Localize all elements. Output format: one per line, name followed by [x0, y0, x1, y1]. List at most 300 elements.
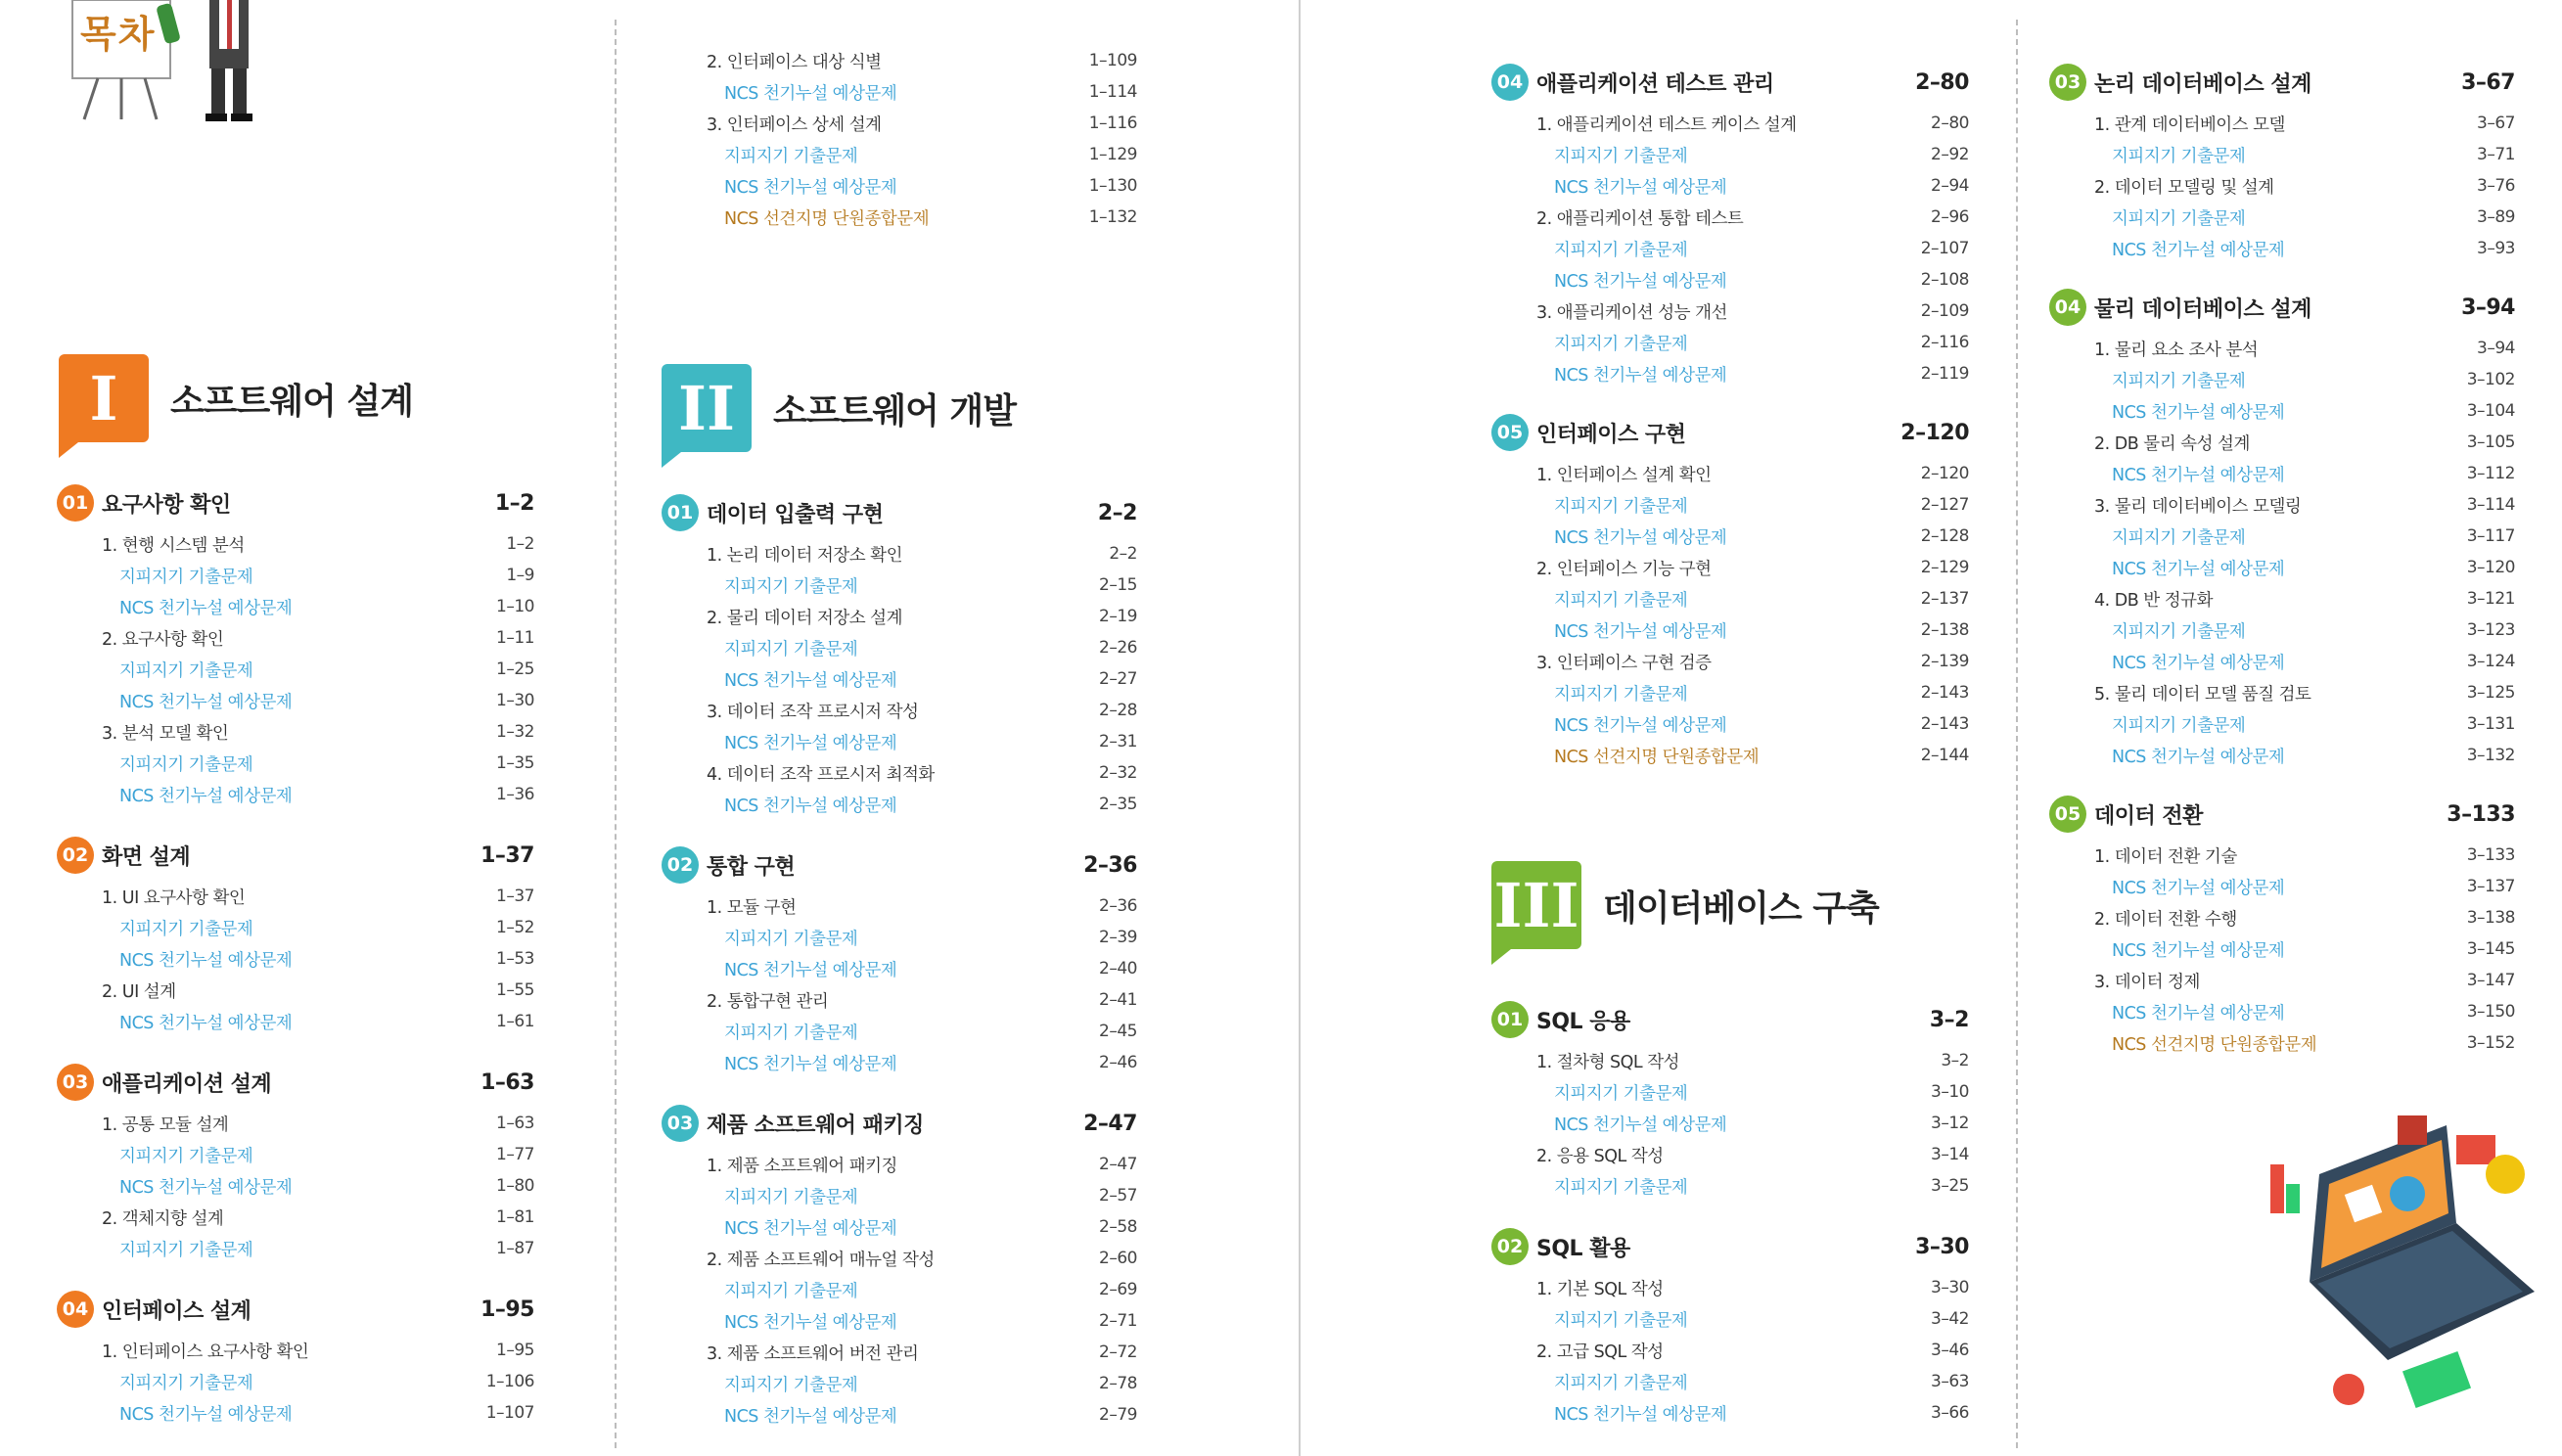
toc-subsection — [662, 726, 1137, 757]
entry-title: 지피지기 기출문제 — [1554, 1177, 1688, 1198]
toc-subsection — [57, 591, 534, 622]
chapter-title: 요구사항 확인 — [102, 492, 231, 518]
toc-block — [662, 487, 1137, 1431]
toc-section — [2049, 489, 2515, 521]
toc-subsection — [1491, 614, 1969, 646]
entry-page: 3–104 — [2466, 401, 2515, 421]
toc-section — [1491, 1045, 1969, 1076]
entry-title: 지피지기 기출문제 — [1554, 1373, 1688, 1393]
chapter-heading — [2049, 282, 2515, 333]
entry-page: 3–145 — [2466, 939, 2515, 959]
entry-title: 1. 제품 소프트웨어 패키징 — [707, 1156, 897, 1176]
toc-subsection — [1491, 1397, 1969, 1429]
entry-page: 1–130 — [1088, 176, 1137, 196]
chapter-heading — [1491, 1221, 1969, 1272]
toc-section — [662, 984, 1137, 1016]
toc-section — [2049, 427, 2515, 458]
toc-chapter — [57, 830, 534, 1037]
chapter-number: 04 — [2049, 289, 2086, 326]
toc-subsection — [1491, 1108, 1969, 1139]
entry-page: 3–125 — [2466, 683, 2515, 703]
toc-subsection — [662, 1305, 1137, 1337]
entry-title: 3. 인터페이스 구현 검증 — [1536, 653, 1712, 673]
toc-subsection — [662, 922, 1137, 953]
toc-section — [662, 538, 1137, 569]
entry-title: 지피지기 기출문제 — [2112, 527, 2246, 548]
entry-title: 지피지기 기출문제 — [2112, 715, 2246, 736]
entry-page: 2–137 — [1920, 589, 1969, 609]
entry-title: 지피지기 기출문제 — [2112, 621, 2246, 642]
chapter-title: 통합 구현 — [707, 854, 796, 880]
entry-title: 3. 분석 모델 확인 — [102, 723, 229, 744]
toc-chapter — [2049, 789, 2515, 1059]
toc-subsection — [2049, 364, 2515, 395]
entry-title: 1. 논리 데이터 저장소 확인 — [707, 545, 902, 566]
entry-page: 3–30 — [1931, 1278, 1969, 1297]
entry-page: 3–14 — [1931, 1145, 1969, 1164]
chapter-number: 01 — [1491, 1001, 1529, 1038]
toc-subsection — [662, 1274, 1137, 1305]
entry-title: NCS 천기누설 예상문제 — [1554, 621, 1727, 642]
chapter-heading — [662, 1098, 1137, 1149]
toc-subsection — [2049, 646, 2515, 677]
chapter-number: 04 — [57, 1291, 94, 1328]
toc-subsection — [2049, 996, 2515, 1027]
toc-subsection — [1491, 1170, 1969, 1202]
toc-subsection — [2049, 202, 2515, 233]
entry-page: 3–105 — [2466, 432, 2515, 452]
toc-section — [57, 528, 534, 560]
entry-title: 2. 요구사항 확인 — [102, 629, 224, 650]
entry-page: 1–55 — [496, 980, 534, 1000]
entry-page: 2–92 — [1931, 145, 1969, 164]
entry-page: 2–47 — [1099, 1155, 1137, 1174]
header-label: 목차 — [80, 13, 157, 56]
entry-page: 1–53 — [496, 949, 534, 969]
toc-section — [662, 757, 1137, 789]
chapter-heading — [57, 830, 534, 881]
entry-page: 2–79 — [1099, 1405, 1137, 1425]
entry-page: 1–36 — [496, 785, 534, 804]
chapter-number: 02 — [1491, 1228, 1529, 1265]
chapter-page: 1–37 — [480, 842, 534, 868]
entry-title: 지피지기 기출문제 — [1554, 684, 1688, 705]
entry-page: 3–137 — [2466, 877, 2515, 896]
toc-section — [2049, 333, 2515, 364]
entry-title: NCS 선견지명 단원종합문제 — [2112, 1034, 2317, 1055]
toc-subsection — [2049, 139, 2515, 170]
entry-title: 1. 애플리케이션 테스트 케이스 설계 — [1536, 114, 1797, 135]
toc-chapter — [662, 487, 1137, 820]
toc-chapter — [1491, 994, 1969, 1202]
toc-subsection — [2049, 740, 2515, 771]
entry-page: 3–152 — [2466, 1033, 2515, 1053]
toc-subsection — [662, 1180, 1137, 1211]
entry-title: 지피지기 기출문제 — [724, 1023, 858, 1043]
entry-page: 2–116 — [1920, 333, 1969, 352]
chapter-heading — [57, 1057, 534, 1108]
chapter-title: 데이터 전환 — [2094, 803, 2203, 829]
toc-subsection — [57, 654, 534, 685]
toc-subsection — [662, 76, 1137, 108]
entry-title: 지피지기 기출문제 — [2112, 371, 2246, 391]
entry-title: NCS 천기누설 예상문제 — [119, 950, 293, 971]
entry-page: 3–12 — [1931, 1114, 1969, 1133]
toc-section — [1491, 1139, 1969, 1170]
toc-subsection — [57, 779, 534, 810]
entry-page: 2–39 — [1099, 928, 1137, 947]
entry-page: 1–25 — [496, 660, 534, 679]
entry-title: 1. 물리 요소 조사 분석 — [2094, 340, 2259, 360]
entry-page: 2–108 — [1920, 270, 1969, 290]
entry-page: 3–117 — [2466, 526, 2515, 546]
toc-subsection — [662, 663, 1137, 695]
column-divider — [2016, 20, 2018, 1448]
toc-subsection — [1491, 583, 1969, 614]
entry-title: 지피지기 기출문제 — [1554, 334, 1688, 354]
entry-page: 3–131 — [2466, 714, 2515, 734]
entry-page: 1–77 — [496, 1145, 534, 1164]
toc-section — [662, 601, 1137, 632]
toc-subsection — [2049, 708, 2515, 740]
entry-page: 2–143 — [1920, 683, 1969, 703]
entry-title: 지피지기 기출문제 — [119, 1146, 253, 1166]
toc-section — [662, 1337, 1137, 1368]
entry-title: 지피지기 기출문제 — [724, 639, 858, 660]
entry-title: 2. 객체지향 설계 — [102, 1208, 224, 1229]
entry-page: 1–129 — [1088, 145, 1137, 164]
toc-block — [1491, 994, 1969, 1429]
entry-title: 1. 절차형 SQL 작성 — [1536, 1052, 1680, 1072]
entry-page: 2–58 — [1099, 1217, 1137, 1237]
toc-chapter — [662, 840, 1137, 1078]
toc-subsection — [2049, 552, 2515, 583]
toc-subsection — [57, 685, 534, 716]
entry-page: 2–45 — [1099, 1022, 1137, 1041]
entry-page: 1–37 — [496, 887, 534, 906]
toc-subsection — [662, 1016, 1137, 1047]
entry-page: 3–114 — [2466, 495, 2515, 515]
entry-title: NCS 천기누설 예상문제 — [2112, 240, 2285, 260]
entry-page: 2–46 — [1099, 1053, 1137, 1072]
entry-page: 2–120 — [1920, 464, 1969, 483]
entry-page: 2–96 — [1931, 207, 1969, 227]
entry-title: NCS 천기누설 예상문제 — [2112, 465, 2285, 485]
entry-page: 3–42 — [1931, 1309, 1969, 1329]
chapter-page: 3–67 — [2461, 69, 2515, 95]
chapter-title: 인터페이스 설계 — [102, 1298, 252, 1324]
entry-page: 2–109 — [1920, 301, 1969, 321]
toc-subsection — [662, 139, 1137, 170]
chapter-heading — [2049, 57, 2515, 108]
entry-title: 지피지기 기출문제 — [119, 567, 253, 587]
entry-page: 2–72 — [1099, 1342, 1137, 1362]
entry-page: 3–89 — [2477, 207, 2515, 227]
toc-chapter — [57, 1284, 534, 1429]
toc-chapter — [2049, 282, 2515, 771]
chapter-title: 인터페이스 구현 — [1536, 422, 1686, 447]
entry-title: NCS 천기누설 예상문제 — [1554, 177, 1727, 198]
entry-title: NCS 천기누설 예상문제 — [724, 1054, 897, 1074]
entry-title: 2. 물리 데이터 저장소 설계 — [707, 608, 902, 628]
entry-title: NCS 천기누설 예상문제 — [119, 1013, 293, 1033]
entry-page: 3–10 — [1931, 1082, 1969, 1102]
entry-title: NCS 천기누설 예상문제 — [119, 786, 293, 806]
entry-page: 3–121 — [2466, 589, 2515, 609]
entry-page: 1–2 — [506, 534, 534, 554]
entry-page: 1–109 — [1088, 51, 1137, 70]
toc-subsection — [2049, 614, 2515, 646]
toc-subsection — [662, 202, 1137, 233]
chapter-number: 01 — [662, 494, 699, 531]
entry-title: 2. 통합구현 관리 — [707, 991, 829, 1012]
entry-title: NCS 천기누설 예상문제 — [119, 1177, 293, 1198]
entry-title: 지피지기 기출문제 — [724, 1187, 858, 1207]
toc-subsection — [1491, 708, 1969, 740]
entry-page: 1–9 — [506, 566, 534, 585]
toc-subsection — [662, 632, 1137, 663]
entry-title: 1. 인터페이스 설계 확인 — [1536, 465, 1712, 485]
toc-section — [2049, 583, 2515, 614]
entry-title: 4. DB 반 정규화 — [2094, 590, 2213, 611]
toc-subsection — [1491, 233, 1969, 264]
toc-subsection — [57, 1366, 534, 1397]
entry-title: 2. 제품 소프트웨어 매뉴얼 작성 — [707, 1250, 935, 1270]
entry-title: NCS 천기누설 예상문제 — [2112, 653, 2285, 673]
entry-page: 2–128 — [1920, 526, 1969, 546]
toc-subsection — [662, 789, 1137, 820]
toc-section — [57, 1108, 534, 1139]
entry-title: NCS 천기누설 예상문제 — [1554, 1404, 1727, 1425]
entry-page: 3–25 — [1931, 1176, 1969, 1196]
entry-page: 1–32 — [496, 722, 534, 742]
entry-title: 1. 공통 모듈 설계 — [102, 1115, 229, 1135]
toc-section — [662, 695, 1137, 726]
entry-title: 3. 제품 소프트웨어 버전 관리 — [707, 1343, 919, 1364]
entry-page: 2–69 — [1099, 1280, 1137, 1299]
entry-page: 2–144 — [1920, 746, 1969, 765]
entry-title: NCS 천기누설 예상문제 — [1554, 1115, 1727, 1135]
entry-page: 2–27 — [1099, 669, 1137, 689]
toc-section — [57, 1202, 534, 1233]
entry-title: 3. 데이터 정제 — [2094, 972, 2200, 992]
toc-section — [1491, 296, 1969, 327]
toc-subsection — [1491, 358, 1969, 389]
chapter-number: 04 — [1491, 64, 1529, 101]
entry-title: 지피지기 기출문제 — [1554, 146, 1688, 166]
chapter-page: 2–36 — [1083, 852, 1137, 878]
chapter-heading — [2049, 789, 2515, 840]
entry-page: 2–32 — [1099, 763, 1137, 783]
chapter-page: 3–94 — [2461, 295, 2515, 320]
entry-page: 1–116 — [1088, 114, 1137, 133]
toc-subsection — [1491, 1366, 1969, 1397]
entry-title: NCS 천기누설 예상문제 — [119, 692, 293, 712]
chapter-page: 1–2 — [494, 490, 534, 516]
chapter-title: 논리 데이터베이스 설계 — [2094, 71, 2311, 97]
entry-title: 2. 고급 SQL 작성 — [1536, 1342, 1664, 1362]
chapter-heading — [1491, 407, 1969, 458]
entry-page: 2–36 — [1099, 896, 1137, 916]
chapter-heading — [1491, 994, 1969, 1045]
toc-section — [662, 108, 1137, 139]
entry-page: 3–138 — [2466, 908, 2515, 928]
entry-title: 지피지기 기출문제 — [1554, 240, 1688, 260]
chapter-page: 2–47 — [1083, 1111, 1137, 1136]
entry-title: 지피지기 기출문제 — [119, 919, 253, 939]
toc-subsection — [57, 1006, 534, 1037]
toc-subsection — [1491, 264, 1969, 296]
entry-page: 1–114 — [1088, 82, 1137, 102]
entry-page: 1–106 — [485, 1372, 534, 1391]
toc-subsection — [662, 170, 1137, 202]
toc-section — [57, 716, 534, 748]
entry-page: 2–94 — [1931, 176, 1969, 196]
entry-title: NCS 천기누설 예상문제 — [2112, 559, 2285, 579]
entry-title: NCS 천기누설 예상문제 — [2112, 878, 2285, 898]
toc-block — [57, 478, 534, 1429]
chapter-page: 2–120 — [1900, 420, 1969, 445]
entry-title: 2. 데이터 전환 수행 — [2094, 909, 2237, 930]
entry-page: 3–67 — [2477, 114, 2515, 133]
entry-page: 2–80 — [1931, 114, 1969, 133]
entry-page: 1–132 — [1088, 207, 1137, 227]
toc-subsection — [1491, 521, 1969, 552]
entry-page: 2–28 — [1099, 701, 1137, 720]
toc-section — [57, 622, 534, 654]
entry-page: 1–80 — [496, 1176, 534, 1196]
toc-chapter — [1491, 57, 1969, 389]
chapter-number: 02 — [57, 837, 94, 874]
entry-page: 1–11 — [496, 628, 534, 648]
entry-page: 2–129 — [1920, 558, 1969, 577]
entry-title: 3. 물리 데이터베이스 모델링 — [2094, 496, 2302, 517]
chapter-page: 3–2 — [1929, 1007, 1969, 1032]
part-numeral: III — [1491, 861, 1581, 949]
toc-section — [662, 1243, 1137, 1274]
toc-subsection — [2049, 1027, 2515, 1059]
toc-section — [1491, 108, 1969, 139]
entry-title: NCS 천기누설 예상문제 — [1554, 527, 1727, 548]
toc-chapter — [57, 1057, 534, 1264]
entry-page: 2–15 — [1099, 575, 1137, 595]
toc-section — [662, 1149, 1137, 1180]
toc-block — [1491, 57, 1969, 771]
toc-subsection — [1491, 1303, 1969, 1335]
entry-page: 1–87 — [496, 1239, 534, 1258]
entry-title: 3. 애플리케이션 성능 개선 — [1536, 302, 1727, 323]
part-numeral: I — [59, 354, 149, 442]
chapter-page: 2–80 — [1915, 69, 1969, 95]
toc-subsection — [57, 1233, 534, 1264]
chapter-heading — [57, 1284, 534, 1335]
chapter-number: 02 — [662, 846, 699, 884]
toc-section — [57, 881, 534, 912]
toc-section — [2049, 965, 2515, 996]
toc-section — [2049, 902, 2515, 933]
chapter-page: 1–63 — [480, 1069, 534, 1095]
entry-title: NCS 천기누설 예상문제 — [724, 796, 897, 816]
toc-block — [2049, 57, 2515, 1059]
chapter-number: 03 — [662, 1105, 699, 1142]
entry-page: 2–2 — [1109, 544, 1137, 564]
toc-subsection — [1491, 170, 1969, 202]
entry-title: 지피지기 기출문제 — [724, 929, 858, 949]
toc-subsection — [1491, 327, 1969, 358]
toc-chapter — [2049, 57, 2515, 264]
part-header — [1491, 851, 1879, 959]
toc-subsection — [662, 1047, 1137, 1078]
entry-title: 지피지기 기출문제 — [1554, 590, 1688, 611]
entry-title: 1. 현행 시스템 분석 — [102, 535, 245, 556]
toc-subsection — [662, 1399, 1137, 1431]
entry-title: 3. 데이터 조작 프로시저 작성 — [707, 702, 919, 722]
entry-title: NCS 천기누설 예상문제 — [119, 1404, 293, 1425]
toc-section — [57, 1335, 534, 1366]
entry-title: 1. 모듈 구현 — [707, 897, 797, 918]
part-numeral: II — [662, 364, 752, 452]
entry-page: 2–119 — [1920, 364, 1969, 384]
entry-title: 4. 데이터 조작 프로시저 최적화 — [707, 764, 935, 785]
entry-title: 지피지기 기출문제 — [119, 660, 253, 681]
entry-title: NCS 천기누설 예상문제 — [1554, 271, 1727, 292]
toc-block — [662, 45, 1137, 233]
entry-page: 2–138 — [1920, 620, 1969, 640]
entry-page: 2–60 — [1099, 1249, 1137, 1268]
chapter-page: 2–2 — [1097, 500, 1137, 525]
chapter-page: 3–30 — [1915, 1234, 1969, 1259]
toc-subsection — [1491, 677, 1969, 708]
entry-page: 1–63 — [496, 1114, 534, 1133]
entry-page: 3–71 — [2477, 145, 2515, 164]
entry-page: 1–95 — [496, 1341, 534, 1360]
entry-title: NCS 천기누설 예상문제 — [724, 733, 897, 753]
entry-page: 3–120 — [2466, 558, 2515, 577]
entry-title: NCS 선견지명 단원종합문제 — [724, 208, 930, 229]
entry-page: 2–35 — [1099, 795, 1137, 814]
entry-title: 2. 인터페이스 기능 구현 — [1536, 559, 1712, 579]
entry-title: 지피지기 기출문제 — [119, 754, 253, 775]
part-title: 데이터베이스 구축 — [1603, 887, 1879, 929]
part-header — [662, 354, 1016, 462]
chapter-title: 화면 설계 — [102, 844, 191, 870]
entry-title: NCS 선견지명 단원종합문제 — [1554, 747, 1760, 767]
toc-section — [662, 45, 1137, 76]
toc-subsection — [2049, 933, 2515, 965]
toc-section — [662, 890, 1137, 922]
entry-page: 3–150 — [2466, 1002, 2515, 1022]
entry-title: 지피지기 기출문제 — [2112, 146, 2246, 166]
chapter-title: 애플리케이션 설계 — [102, 1071, 272, 1097]
entry-page: 2–107 — [1920, 239, 1969, 258]
toc-subsection — [57, 912, 534, 943]
toc-subsection — [2049, 233, 2515, 264]
toc-subsection — [57, 1139, 534, 1170]
toc-subsection — [1491, 1076, 1969, 1108]
entry-page: 2–57 — [1099, 1186, 1137, 1206]
entry-page: 3–102 — [2466, 370, 2515, 389]
entry-title: 2. DB 물리 속성 설계 — [2094, 433, 2250, 454]
toc-continued — [662, 45, 1137, 233]
chapter-title: 애플리케이션 테스트 관리 — [1536, 71, 1774, 97]
chapter-number: 05 — [1491, 414, 1529, 451]
toc-chapter — [57, 478, 534, 810]
chapter-title: 데이터 입출력 구현 — [707, 502, 884, 527]
chapter-number: 03 — [2049, 64, 2086, 101]
entry-title: NCS 천기누설 예상문제 — [724, 83, 897, 104]
entry-page: 3–132 — [2466, 746, 2515, 765]
entry-page: 1–30 — [496, 691, 534, 710]
